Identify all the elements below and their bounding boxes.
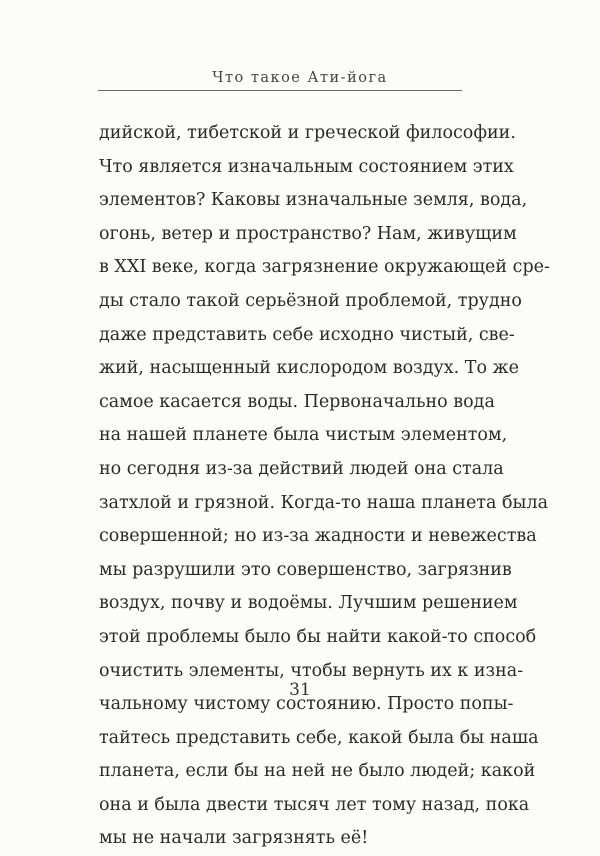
text-line: но сегодня из-за действий людей она стала bbox=[99, 458, 504, 479]
text-line: воздух, почву и водоёмы. Лучшим решением bbox=[99, 593, 518, 614]
text-line: самое касается воды. Первоначально вода bbox=[99, 391, 495, 412]
text-line: жий, насыщенный кислородом воздух. То же bbox=[99, 358, 519, 379]
text-line: она и была двести тысяч лет тому назад, пока bbox=[99, 794, 530, 815]
text-line: затхлой и грязной. Когда-то наша планета была bbox=[99, 492, 549, 513]
text-line: Что является изначальным состоянием этих bbox=[99, 156, 514, 177]
running-header: Что такое Ати-йога bbox=[212, 70, 388, 86]
page-number: 31 bbox=[289, 680, 311, 700]
body-text bbox=[99, 117, 550, 856]
text-line: на нашей планете была чистым элементом, bbox=[99, 425, 508, 446]
text-line: в XXI веке, когда загрязнение окружающей сре- bbox=[99, 257, 550, 278]
text-line: совершенной; но из-за жадности и невежества bbox=[99, 526, 537, 547]
text-line: чальному чистому состоянию. Просто попы- bbox=[99, 694, 514, 715]
text-line: мы не начали загрязнять её! bbox=[99, 828, 369, 849]
text-line: очистить элементы, чтобы вернуть их к изна- bbox=[99, 660, 524, 681]
text-line: тайтесь представить себе, какой была бы наша bbox=[99, 727, 539, 748]
text-line: огонь, ветер и пространство? Нам, живущим bbox=[99, 223, 517, 244]
text-line: дийской, тибетской и греческой философии. bbox=[99, 123, 516, 143]
text-line: планета, если бы на ней не было людей; какой bbox=[99, 761, 536, 782]
text-line: даже представить себе исходно чистый, све- bbox=[99, 324, 515, 345]
text-line: этой проблемы было бы найти какой-то способ bbox=[99, 626, 537, 647]
text-line: ды стало такой серьёзной проблемой, трудно bbox=[99, 290, 522, 311]
text-line: элементов? Каковы изначальные земля, вода, bbox=[99, 190, 528, 211]
text-line: мы разрушили это совершенство, загрязнив bbox=[99, 559, 512, 580]
header-rule bbox=[98, 90, 462, 91]
